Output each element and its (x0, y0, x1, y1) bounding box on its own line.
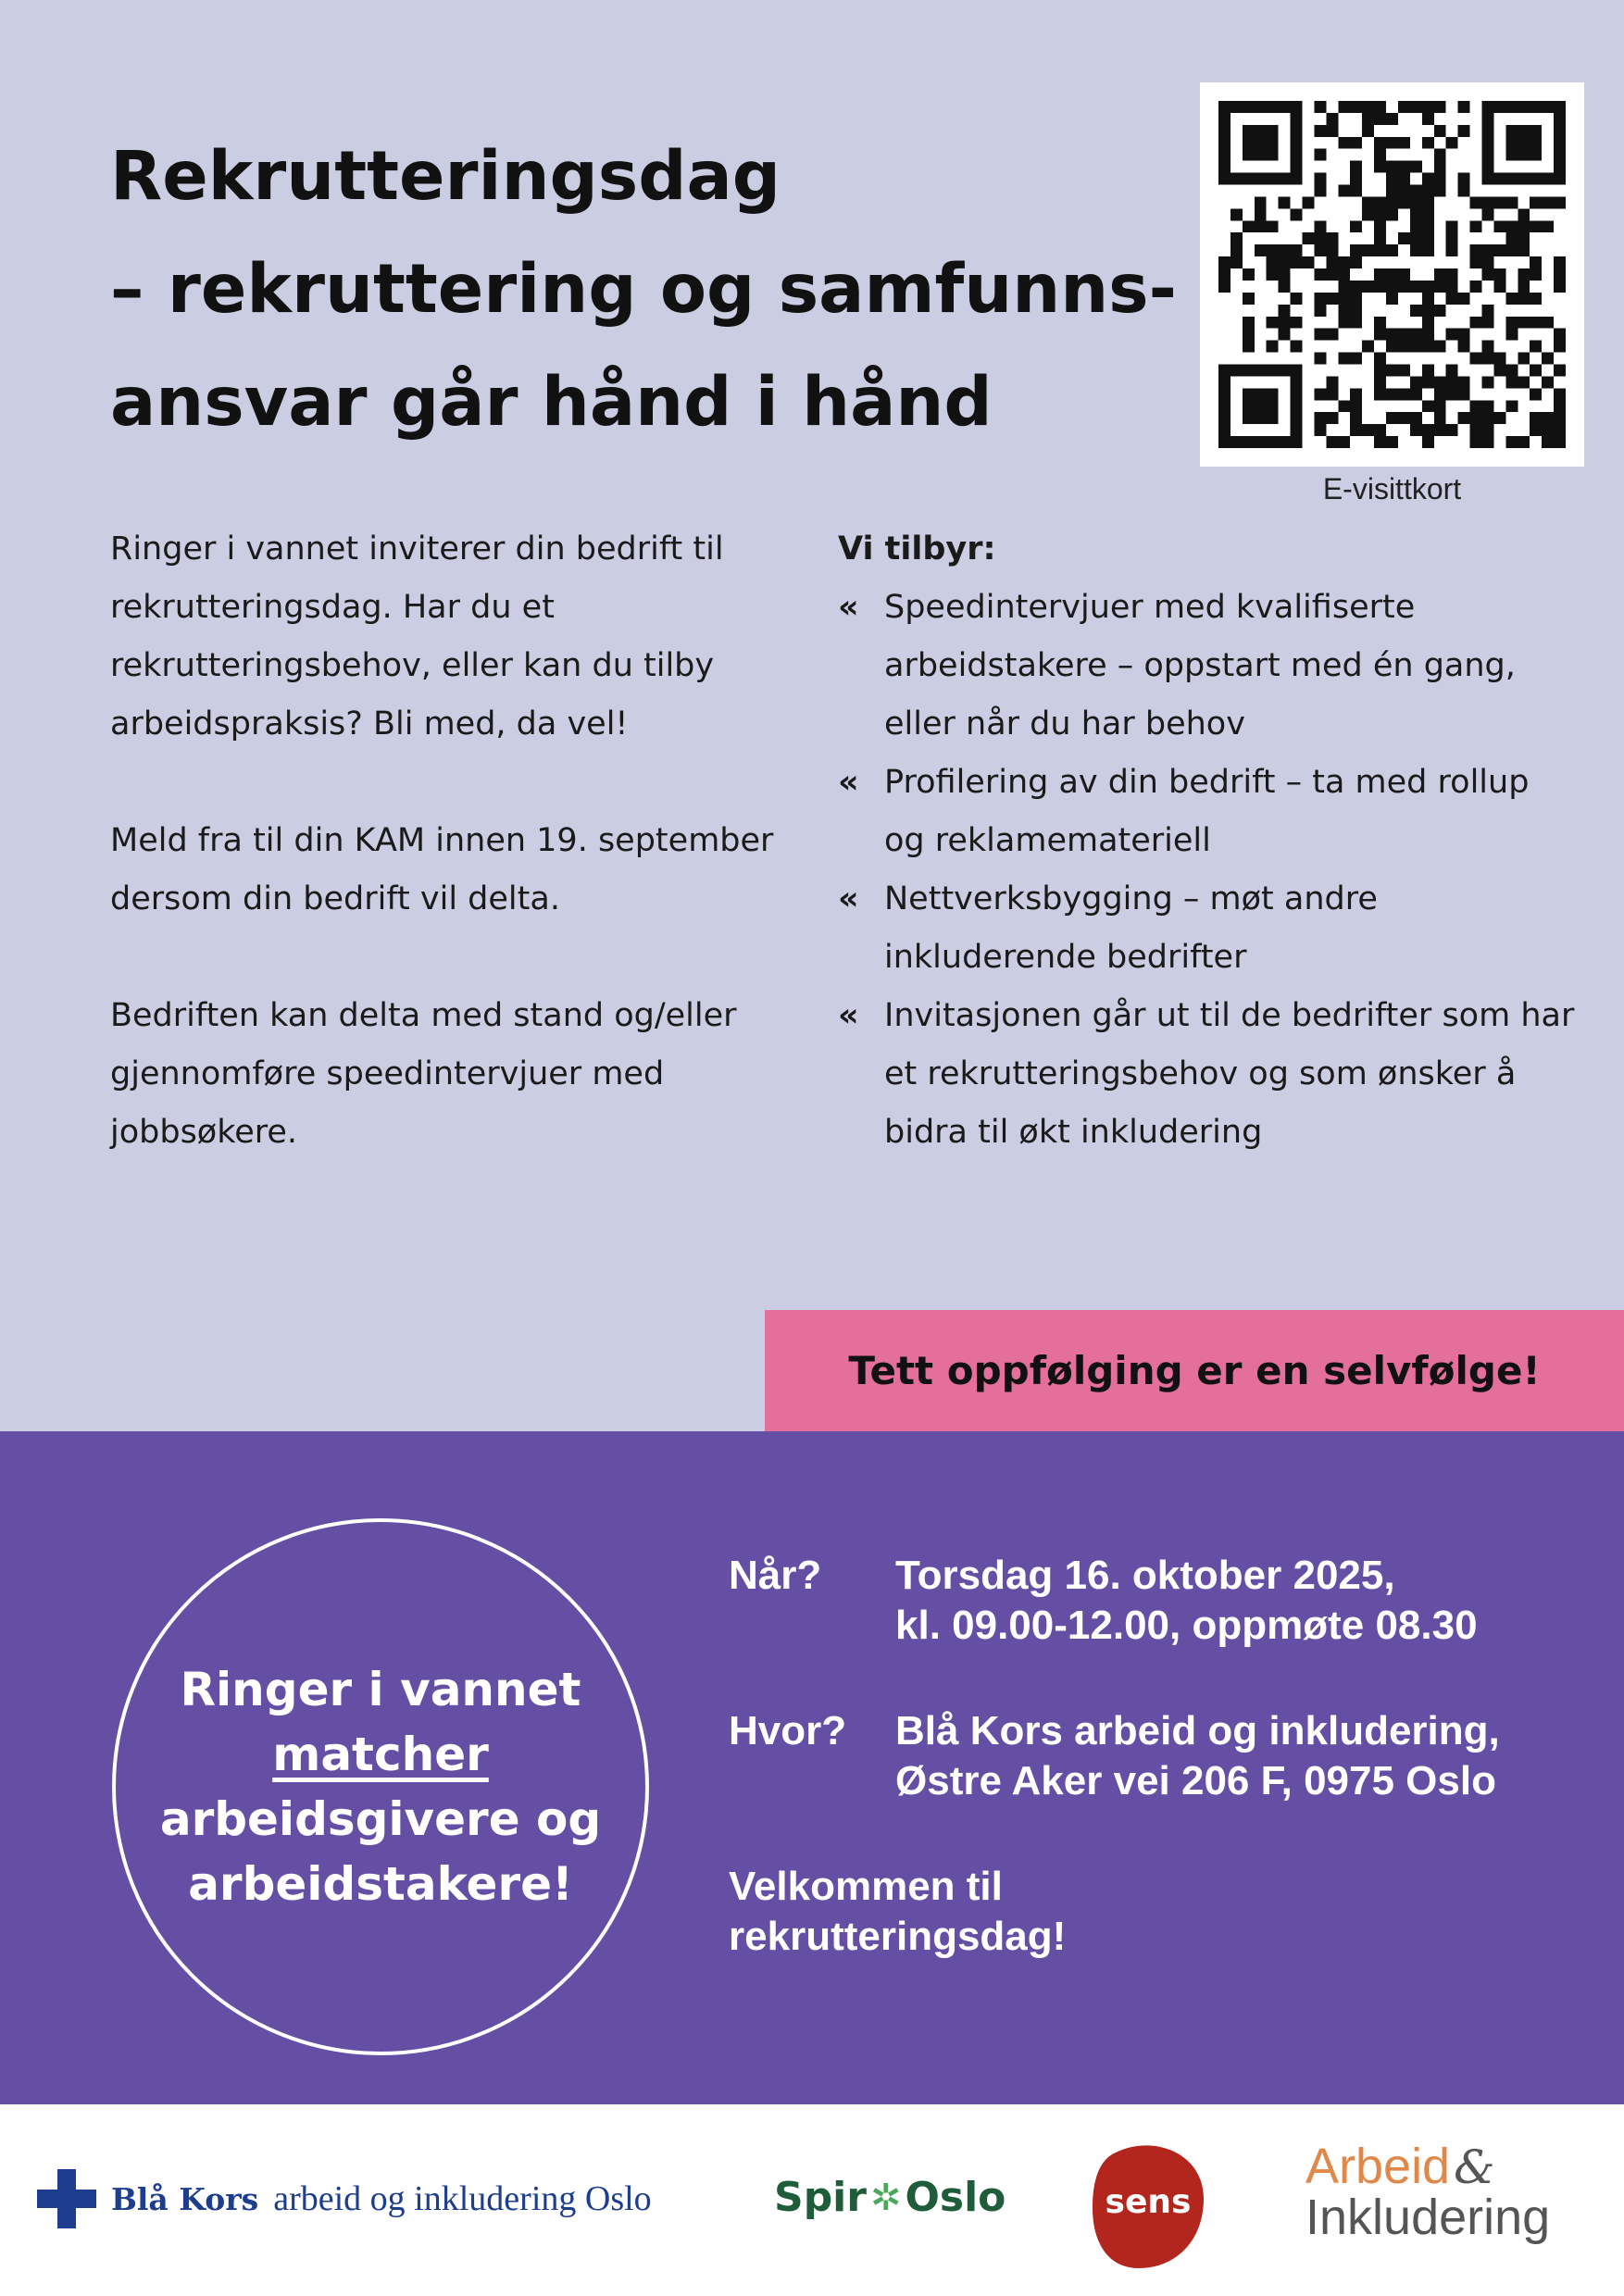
title-line: ansvar går hånd i hånd (110, 363, 993, 442)
spir-oslo-logo (774, 2174, 1006, 2221)
ai-word: Inkludering (1305, 2190, 1551, 2245)
ai-line (1305, 2141, 1550, 2192)
bla-kors-name: Blå Kors (111, 2180, 259, 2217)
list-item-text: Invitasjonen går ut til de bedrifter som har et rekrutteringsbehov og som ønsker å bidra til økt inkludering (884, 997, 1575, 1151)
list-item-text: Profilering av din bedrift – ta med rollup og reklamemateriell (884, 764, 1530, 859)
bla-kors-logo (37, 2169, 652, 2228)
list-item-text: Nettverksbygging – møt andre inkluderende bedrifter (884, 880, 1378, 976)
intro-text (110, 520, 814, 1220)
circle-line: arbeidstakere! (188, 1857, 573, 1911)
ai-word: Arbeid (1305, 2139, 1451, 2194)
where-line: Blå Kors arbeid og inkludering, (895, 1708, 1500, 1753)
follow-up-banner: Tett oppfølging er en selvfølge! (765, 1310, 1624, 1431)
list-item (838, 987, 1579, 1162)
where-row (729, 1706, 1500, 1806)
title-line: Rekrutteringsdag (110, 137, 781, 216)
welcome-line: rekrutteringsdag! (729, 1914, 1067, 1959)
ampersand-icon: & (1454, 2140, 1495, 2194)
when-label: Når? (729, 1553, 822, 1598)
spir-text: Spir (774, 2174, 867, 2221)
bullet-icon: « (838, 997, 859, 1034)
title-line: – rekruttering og samfunns- (110, 250, 1177, 329)
intro-paragraph: Bedriften kan delta med stand og/eller gjennomføre speedintervjuer med jobbsøkere. (110, 997, 737, 1151)
bullet-icon: « (838, 764, 859, 801)
when-line: Torsdag 16. oktober 2025, (895, 1553, 1395, 1598)
list-item (838, 870, 1579, 987)
list-item (838, 754, 1579, 870)
oslo-text: Oslo (905, 2174, 1006, 2221)
bullet-icon: « (838, 589, 859, 626)
intro-paragraph: Ringer i vannet inviterer din bedrift til rekrutteringsdag. Har du et rekrutteringsbehov, eller kan du tilby arbeidspraksis? Bli med, da vel! (110, 530, 724, 742)
welcome-line: Velkommen til (729, 1864, 1003, 1909)
where-value (895, 1706, 1500, 1806)
when-line: kl. 09.00-12.00, oppmøte 08.30 (895, 1603, 1478, 1648)
qr-code-icon (1218, 101, 1566, 448)
where-line: Østre Aker vei 206 F, 0975 Oslo (895, 1758, 1496, 1803)
welcome-text (729, 1862, 1500, 1962)
bla-kors-subtitle: arbeid og inkludering Oslo (273, 2179, 652, 2218)
circle-line: Ringer i vannet (180, 1663, 581, 1716)
offer-title: Vi tilbyr: (838, 530, 996, 568)
where-label: Hvor? (729, 1708, 847, 1753)
bullet-icon: « (838, 880, 859, 917)
when-value (895, 1551, 1478, 1651)
list-item-text: Speedintervjuer med kvalifiserte arbeidstakere – oppstart med én gang, eller når du har behov (884, 589, 1516, 742)
arbeid-inkludering-logo (1305, 2139, 1551, 2245)
circle-line-underlined: matcher (272, 1728, 489, 1781)
page-title (110, 120, 1175, 459)
qr-code[interactable] (1200, 82, 1584, 467)
match-circle (112, 1518, 649, 2055)
offer-list (838, 520, 1579, 1162)
logo-footer (0, 2104, 1624, 2296)
list-item (838, 579, 1579, 754)
circle-text (160, 1657, 601, 1916)
event-details (729, 1551, 1500, 1962)
qr-caption: E-visittkort (1322, 472, 1462, 505)
sens-logo-text: sens (1105, 2183, 1192, 2221)
flower-icon: ✲ (869, 2176, 902, 2219)
intro-paragraph: Meld fra til din KAM innen 19. september dersom din bedrift vil delta. (110, 822, 774, 917)
cross-icon (37, 2169, 96, 2228)
circle-line: arbeidsgivere og (159, 1792, 602, 1846)
when-row (729, 1551, 1500, 1651)
